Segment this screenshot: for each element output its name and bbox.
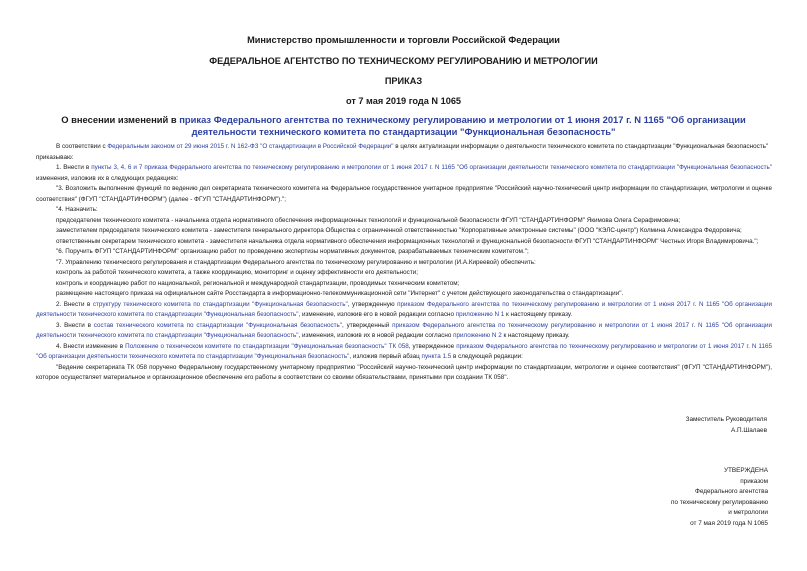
approval-line-4: и метрологии xyxy=(728,509,768,516)
document-title xyxy=(30,114,777,138)
paragraph-chairman: председателем технического комитета - начальника отдела нормативного обеспечения информационных технологий и функциональной безопасности ФГУП "СТАНДАРТИНФОРМ" Якимова Олега Серафимовича; xyxy=(56,216,681,224)
paragraph-item-7: "7. Управлению технического регулирования и стандартизации Федерального агентства по техническому регулированию и метрологии (И.А.Киреевой) обеспечить: xyxy=(56,258,536,266)
paragraph-coordination: контроль и координацию работ по национальной, региональной и международной стандартизации, проводимых техническим комитетом; xyxy=(56,279,460,287)
p14-text-a: 3. Внести в xyxy=(56,321,94,329)
appendix-1-link[interactable]: приложению N 1 xyxy=(455,311,505,318)
p2-text-a: 1. Внести в xyxy=(56,164,92,171)
approval-line-1: приказом xyxy=(740,477,768,485)
approval-line-5: от 7 мая 2019 года N 1065 xyxy=(690,519,768,527)
p14-text-b: , утвержденный xyxy=(342,321,393,329)
p13-text-c: , изменение, изложив его в новой редакции согласно xyxy=(298,311,456,318)
p1-text-b: в целях актуализации информации о деятельности технического комитета по стандартизации "Функциональная безопасность" xyxy=(393,143,769,150)
paragraph-item-3: "3. Возложить выполнение функций по ведению дел секретариата технического комитета на Федеральное государственное унитарное предприятие "Российский научно-технический центр информации по стандартизации, метрологии и оценке соответствия" (ФГУП "СТАНДАРТИНФОРМ") (далее - ФГУП "СТАНДАРТИНФОРМ")."; xyxy=(36,185,772,203)
paragraph-publication: размещение настоящего приказа на официальном сайте Росстандарта в информационно-телекоммуникационной сети "Интернет" с учетом действующего законодательства о стандартизации". xyxy=(56,290,624,297)
paragraph-item-2 xyxy=(36,300,772,321)
approval-heading: УТВЕРЖДЕНА xyxy=(723,467,768,474)
doc-date-number: от 7 мая 2019 года N 1065 xyxy=(345,96,462,106)
paragraph-item-1 xyxy=(36,163,772,184)
p15-text-c: , изложив первый абзац xyxy=(349,353,422,360)
federal-law-link[interactable]: Федеральным законом от 29 июня 2015 г. N 162-ФЗ "О стандартизации в Российской Федерации" xyxy=(107,143,394,150)
signature-name: А.П.Шалаев xyxy=(730,427,767,434)
order-link-2[interactable]: приказом Федерального агентства по техническому регулированию и метрологии от 1 июня 2017 г. N 1165 "Об организации деятельности технического комитета по стандартизации "Функциональная безопасность" xyxy=(36,300,772,318)
p15-text-b: , утвержденное xyxy=(408,342,457,350)
appendix-2-link[interactable]: приложению N 2 xyxy=(453,332,502,339)
paragraph-item-4b xyxy=(36,342,772,363)
paragraph-item-4: "4. Назначить: xyxy=(56,206,98,213)
p14-text-c: , изменения, изложив их в новой редакции согласно xyxy=(298,332,454,339)
composition-link[interactable]: состав технического комитета по стандартизации "Функциональная безопасность" xyxy=(93,321,343,329)
title-link[interactable]: приказ Федерального агентства по техническому регулированию и метрологии от 1 июня 2017 г. N 1165 "Об организации деятельности технического комитета по стандартизации "Функциональная безопасность" xyxy=(179,114,746,137)
doc-type-heading: ПРИКАЗ xyxy=(384,76,423,86)
points-link[interactable]: пункты 3, 4, 6 и 7 xyxy=(91,164,143,171)
p13-text-d: к настоящему приказу. xyxy=(504,311,573,318)
regulation-link[interactable]: Положение о техническом комитете по стандартизации "Функциональная безопасность" ТК 058 xyxy=(125,342,409,350)
paragraph-basis xyxy=(36,142,772,153)
title-prefix: О внесении изменений в xyxy=(61,114,180,125)
order-1165-link[interactable]: приказа Федерального агентства по техническому регулированию и метрологии от 1 июня 2017 г. N 1165 "Об организации деятельности технического комитета по стандартизации "Функциональная безопасность" xyxy=(144,164,772,171)
paragraph-deputy: заместителем председателя технического комитета - заместителя генерального директора Общества с ограниченной ответственностью "Корпоративные электронные системы" (ООО "КЭЛС-центр") Колмина Александра Федоровича; xyxy=(56,227,742,234)
approval-block xyxy=(590,466,768,529)
order-link-3[interactable]: приказом Федерального агентства по техническому регулированию и метрологии от 1 июня 2017 г. N 1165 "Об организации деятельности технического комитета по стандартизации "Функциональная безопасность" xyxy=(36,321,772,339)
paragraph-order: приказываю: xyxy=(36,153,74,161)
agency-heading: ФЕДЕРАЛЬНОЕ АГЕНТСТВО ПО ТЕХНИЧЕСКОМУ РЕГУЛИРОВАНИЮ И МЕТРОЛОГИИ xyxy=(209,56,598,66)
ministry-heading: Министерство промышленности и торговли Российской Федерации xyxy=(247,35,560,45)
approval-line-3: по техническому регулированию xyxy=(671,498,768,506)
structure-link[interactable]: структуру технического комитета по стандартизации "Функциональная безопасность" xyxy=(92,300,348,308)
document-body xyxy=(36,142,772,384)
paragraph-secretariat: "Ведение секретариата ТК 058 поручено Федеральному государственному унитарному предприятию "Российский научно-технический центр информации по стандартизации, метрологии и оценке соответствия" (ФГУП "СТАНДАРТИНФОРМ"), которое осуществляет материальное и организационное обеспечение его работы в соответствии со своими обязательствами, принятыми при создании ТК 058". xyxy=(36,363,772,381)
paragraph-item-3b xyxy=(36,321,772,342)
p15-text-d: в следующей редакции: xyxy=(451,353,523,360)
p1-text-a: В соответствии с xyxy=(56,143,108,150)
p13-text-a: 2. Внести в xyxy=(56,300,93,308)
p15-text-a: 4. Внести изменение в xyxy=(56,342,126,350)
p14-text-d: к настоящему приказу. xyxy=(501,332,570,339)
paragraph-secretary: ответственным секретарем технического комитета - заместителя начальника отдела нормативного обеспечения информационных технологий и функциональной безопасности ФГУП "СТАНДАРТИНФОРМ" Честных Игоря Владимировича."; xyxy=(56,237,759,245)
order-link-4[interactable]: приказом Федерального агентства по техническому регулированию и метрологии от 1 июня 2017 г. N 1165 "Об организации деятельности технического комитета по стандартизации "Функциональная безопасность" xyxy=(36,342,772,360)
paragraph-item-6: "6. Поручить ФГУП "СТАНДАРТИНФОРМ" организацию работ по проведению экспертизы нормативных документов, разрабатываемых техническим комитетом."; xyxy=(56,248,529,255)
point-1-5-link[interactable]: пункта 1.5 xyxy=(421,353,452,360)
paragraph-control: контроль за работой технического комитета, а также координацию, мониторинг и оценку эффективности его деятельности; xyxy=(56,269,418,276)
signature-position: Заместитель Руководителя xyxy=(685,416,767,423)
p2-text-c: изменения, изложив их в следующих редакциях: xyxy=(36,174,179,182)
p13-text-b: , утвержденную xyxy=(347,300,398,308)
approval-line-2: Федерального агентства xyxy=(694,488,768,495)
